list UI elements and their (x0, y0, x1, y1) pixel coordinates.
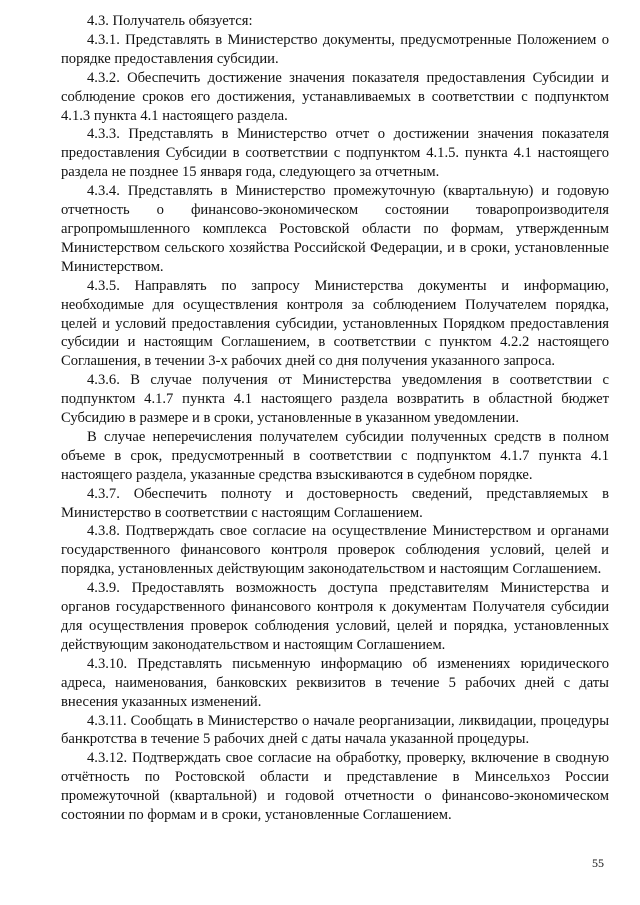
document-body (61, 12, 609, 825)
paragraph-4-3-5: 4.3.5. Направлять по запросу Министерства документы и информацию, необходимые для осуществления контроля за соблюдением Получателем порядка, целей и условий предоставления субсидии, установленных Порядком предоставления субсидии и настоящим Соглашением, в соответствии с пунктом 4.2.2 настоящего Соглашения, в течении 3-х рабочих дней со дня получения указанного запроса. (61, 277, 609, 370)
paragraph-4-3-11: 4.3.11. Сообщать в Министерство о начале реорганизации, ликвидации, процедуры банкротства в течение 5 рабочих дней с даты начала указанной процедуры. (61, 712, 609, 748)
paragraph-4-3-1: 4.3.1. Представлять в Министерство документы, предусмотренные Положением о порядке предоставления субсидии. (61, 31, 609, 67)
page-number: 55 (592, 856, 604, 870)
paragraph-4-3-6: 4.3.6. В случае получения от Министерства уведомления в соответствии с подпунктом 4.1.7 пункта 4.1 настоящего раздела возвратить в областной бюджет Субсидию в размере и в сроки, установленные в указанном уведомлении. (61, 372, 609, 427)
paragraph-4-3: 4.3. Получатель обязуется: (87, 13, 253, 29)
paragraph-4-3-4: 4.3.4. Представлять в Министерство промежуточную (квартальную) и годовую отчетность о финансово-экономическом состоянии товаропроизводителя агропромышленного комплекса Ростовской области по формам, утвержденным Министерством сельского хозяйства Российской Федерации, и в сроки, установленные Министерством. (61, 183, 609, 275)
paragraph-4-3-7: 4.3.7. Обеспечить полноту и достоверность сведений, представляемых в Министерство в соответствии с настоящим Соглашением. (61, 485, 609, 521)
paragraph-4-3-8: 4.3.8. Подтверждать свое согласие на осуществление Министерством и органами государственного финансового контроля проверок соблюдения условий, целей и порядка, установленных действующим законодательством и настоящим Соглашением. (61, 523, 609, 578)
paragraph-4-3-9: 4.3.9. Предоставлять возможность доступа представителям Министерства и органов государственного финансового контроля к документам Получателя субсидии для осуществления проверок соблюдения условий, целей и порядка, установленных действующим законодательством и настоящим Соглашением. (61, 580, 609, 653)
paragraph-4-3-2: 4.3.2. Обеспечить достижение значения показателя предоставления Субсидии и соблюдение сроков его достижения, устанавливаемых в соответствии с подпунктом 4.1.3 пункта 4.1 настоящего раздела. (61, 69, 609, 124)
paragraph-4-3-10: 4.3.10. Представлять письменную информацию об изменениях юридического адреса, наименования, банковских реквизитов в течение 5 рабочих дней с даты внесения указанных изменений. (61, 655, 609, 710)
paragraph-4-3-12: 4.3.12. Подтверждать свое согласие на обработку, проверку, включение в сводную отчётность по Ростовской области и представление в Минсельхоз России промежуточной (квартальной) и годовой отчетности о финансово-экономическом состоянии по формам и в сроки, установленные Соглашением. (61, 750, 609, 824)
paragraph-4-3-3: 4.3.3. Представлять в Министерство отчет о достижении значения показателя предоставления Субсидии в соответствии с подпунктом 4.1.5. пункта 4.1 настоящего раздела не позднее 15 января года, следующего за отчетным. (61, 126, 609, 181)
paragraph-4-3-6-continued: В случае неперечисления получателем субсидии полученных средств в полном объеме в срок, предусмотренный в соответствии с подпунктом 4.1.7 пункта 4.1 настоящего раздела, указанные средства взыскиваются в судебном порядке. (61, 428, 609, 483)
